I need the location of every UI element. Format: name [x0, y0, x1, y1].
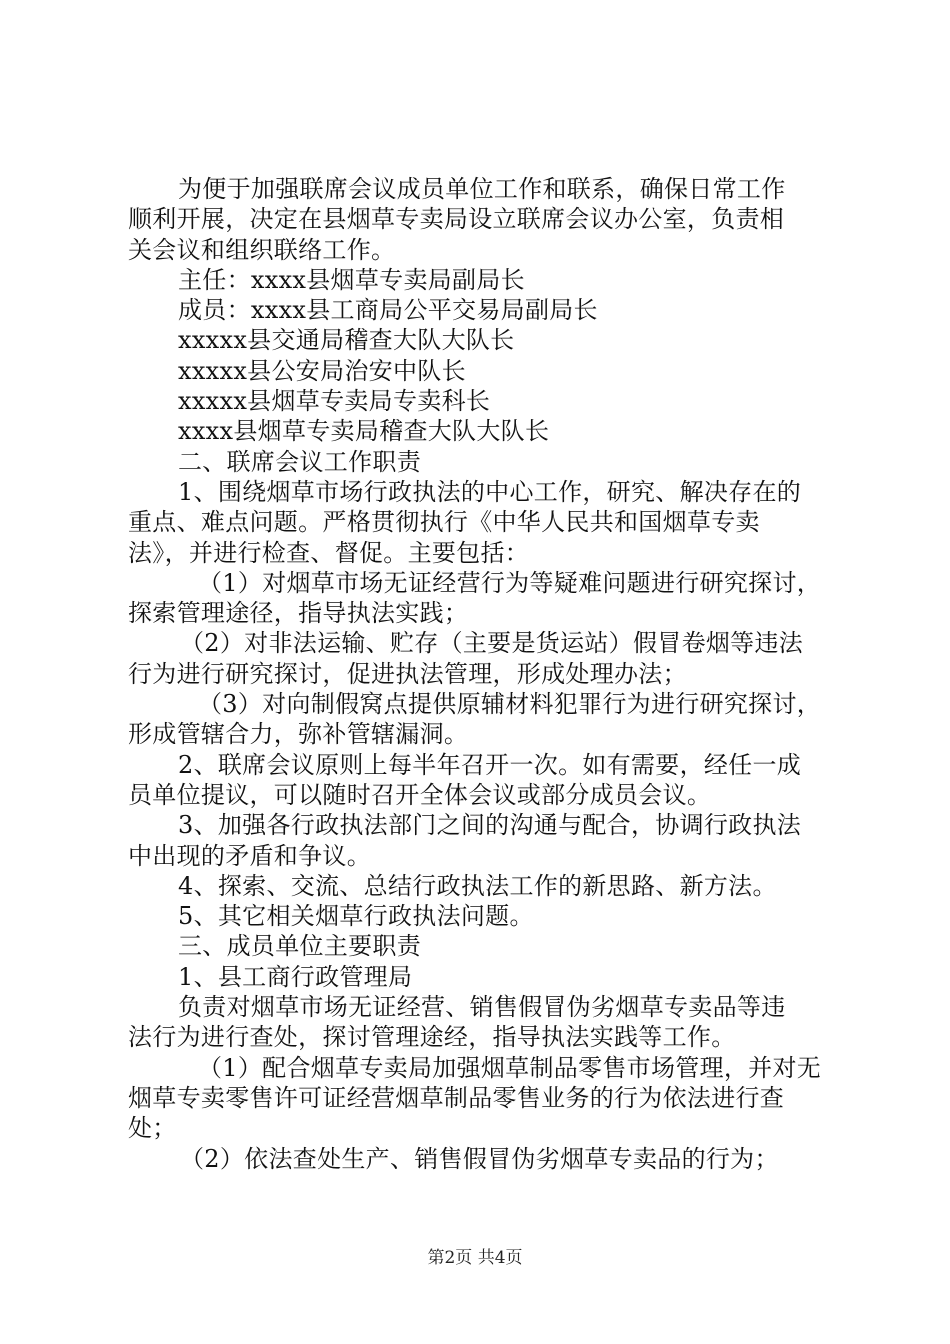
text-line: 1、围绕烟草市场行政执法的中心工作，研究、解决存在的: [178, 477, 802, 506]
text-line: 员单位提议，可以随时召开全体会议或部分成员会议。: [128, 780, 712, 809]
text-line: 行为进行研究探讨，促进执法管理，形成处理办法；: [128, 659, 687, 688]
text-line: xxxxx县公安局治安中队长: [178, 356, 466, 385]
text-line: 成员：xxxx县工商局公平交易局副局长: [178, 296, 598, 325]
text-line: （2）依法查处生产、销售假冒伪劣烟草专卖品的行为；: [180, 1144, 779, 1173]
text-line: （3）对向制假窝点提供原辅材料犯罪行为进行研究探讨，: [198, 690, 822, 719]
text-line: 3、加强各行政执法部门之间的沟通与配合，协调行政执法: [178, 811, 802, 840]
text-line: 为便于加强联席会议成员单位工作和联系，确保日常工作: [178, 175, 786, 203]
text-line: 烟草专卖零售许可证经营烟草制品零售业务的行为依法进行查: [128, 1083, 785, 1112]
text-line: xxxxx县交通局稽查大队大队长: [178, 326, 515, 355]
text-line: xxxxx县烟草专卖局专卖科长: [178, 387, 491, 416]
text-line: 顺利开展，决定在县烟草专卖局设立联席会议办公室，负责相: [128, 205, 785, 234]
document-body: [128, 174, 828, 1174]
text-line: 1、县工商行政管理局: [178, 962, 413, 991]
text-line: 法》，并进行检查、督促。主要包括：: [128, 538, 530, 567]
text-line: xxxx县烟草专卖局稽查大队大队长: [178, 417, 550, 446]
text-line: 探索管理途径，指导执法实践；: [128, 599, 469, 628]
text-line: 二、联席会议工作职责: [178, 447, 421, 476]
text-line: （1）配合烟草专卖局加强烟草制品零售市场管理，并对无: [198, 1053, 822, 1082]
text-line: 4、探索、交流、总结行政执法工作的新思路、新方法。: [178, 871, 777, 900]
text-line: 重点、难点问题。严格贯彻执行《中华人民共和国烟草专卖: [128, 508, 760, 537]
text-line: 2、联席会议原则上每半年召开一次。如有需要，经任一成: [178, 750, 802, 779]
text-line: 负责对烟草市场无证经营、销售假冒伪劣烟草专卖品等违: [178, 993, 786, 1022]
text-line: 中出现的矛盾和争议。: [128, 841, 371, 870]
text-line: 关会议和组织联络工作。: [128, 235, 396, 264]
text-line: （1）对烟草市场无证经营行为等疑难问题进行研究探讨，: [198, 568, 822, 597]
text-line: 形成管辖合力，弥补管辖漏洞。: [128, 720, 469, 749]
text-line: 5、其它相关烟草行政执法问题。: [178, 902, 534, 931]
page-footer: 第2页 共4页: [427, 1248, 523, 1268]
text-line: 法行为进行查处，探讨管理途经，指导执法实践等工作。: [128, 1023, 736, 1052]
text-line: 三、成员单位主要职责: [178, 932, 421, 961]
text-line: 主任：xxxx县烟草专卖局副局长: [178, 265, 525, 294]
text-line: （2）对非法运输、贮存（主要是货运站）假冒卷烟等违法: [180, 629, 804, 658]
text-line: 处；: [128, 1114, 177, 1143]
